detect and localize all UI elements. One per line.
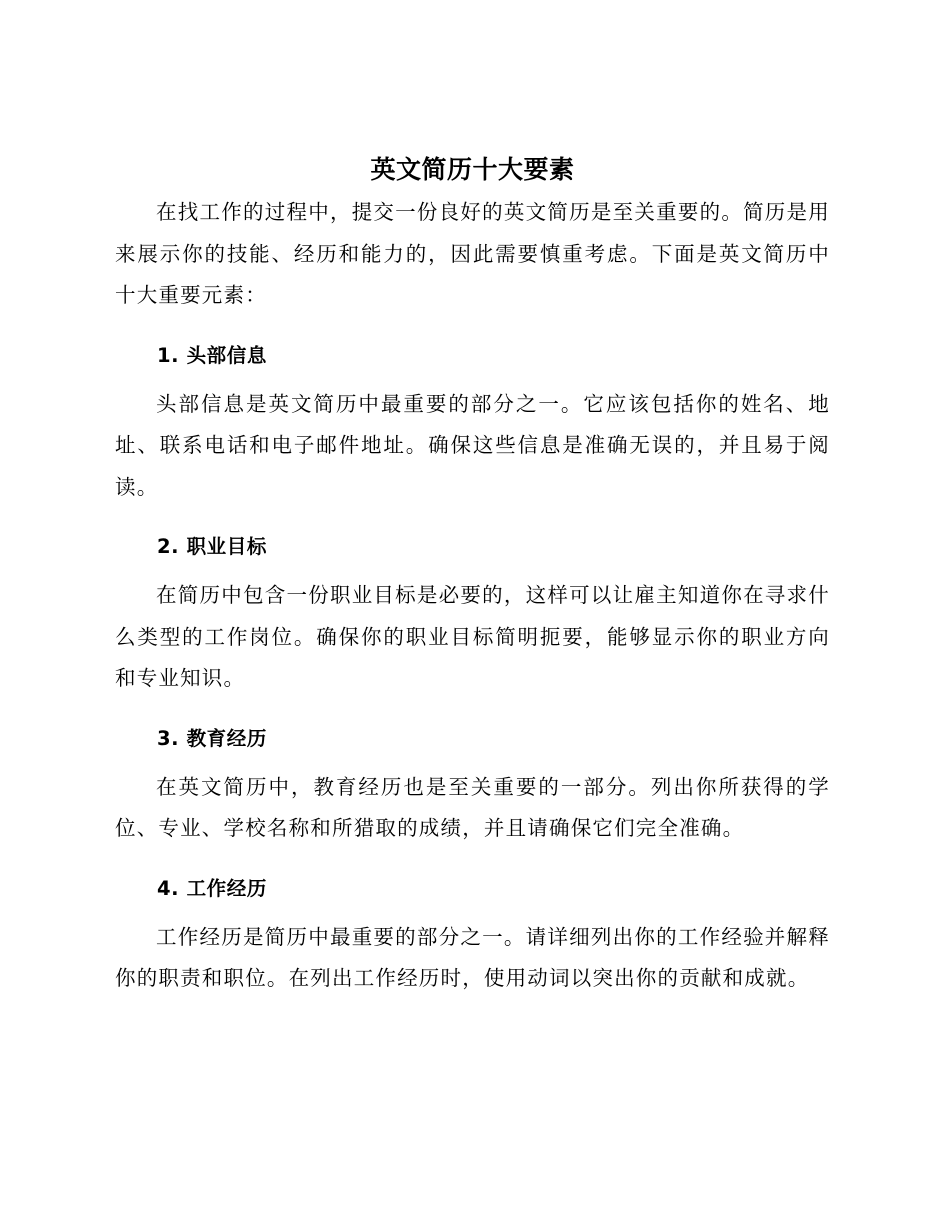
- document-body: [115, 150, 830, 1000]
- section-heading-education: 3. 教育经历: [157, 726, 267, 750]
- section-body-work-experience: 工作经历是简历中最重要的部分之一。请详细列出你的工作经验并解释你的职责和职位。在列出工作经历时，使用动词以突出你的贡献和成就。: [115, 924, 830, 990]
- section-heading-career-objective: 2. 职业目标: [157, 535, 267, 558]
- section-body-career-objective: 在简历中包含一份职业目标是必要的，这样可以让雇主知道你在寻求什么类型的工作岗位。确保你的职业目标简明扼要，能够显示你的职业方向和专业知识。: [115, 583, 830, 690]
- section-body-education: 在英文简历中，教育经历也是至关重要的一部分。列出你所获得的学位、专业、学校名称和所猎取的成绩，并且请确保它们完全准确。: [115, 774, 830, 840]
- section-heading-work-experience: 4. 工作经历: [157, 876, 267, 900]
- section-heading-header-info: 1. 头部信息: [157, 343, 267, 367]
- intro-paragraph: 在找工作的过程中，提交一份良好的英文简历是至关重要的。简历是用来展示你的技能、经历和能力的，因此需要慎重考虑。下面是英文简历中十大重要元素：: [115, 200, 830, 307]
- section-body-header-info: 头部信息是英文简历中最重要的部分之一。它应该包括你的姓名、地址、联系电话和电子邮件地址。确保这些信息是准确无误的，并且易于阅读。: [115, 391, 830, 499]
- document-title: 英文简历十大要素: [370, 155, 575, 184]
